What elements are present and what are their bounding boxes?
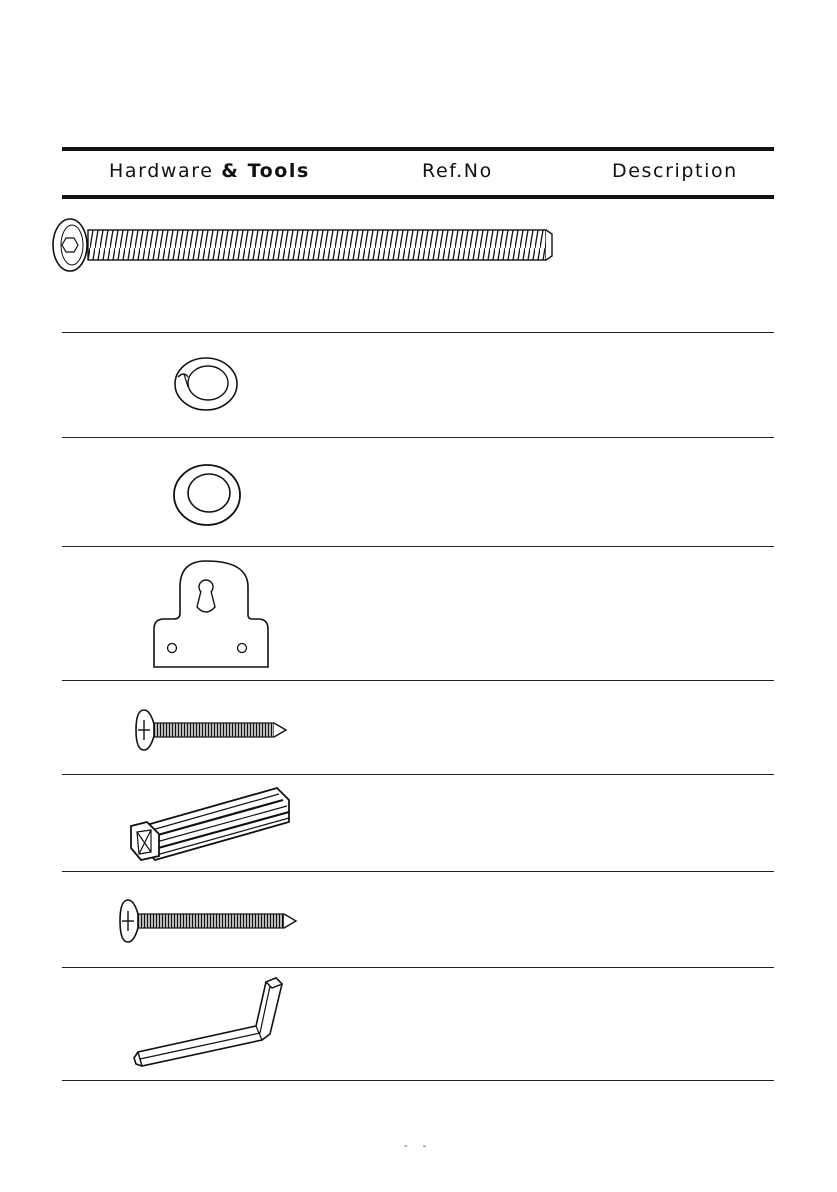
column-header-hardware	[109, 160, 310, 182]
column-header-hardware-suffix: & Tools	[221, 160, 310, 182]
row-divider	[62, 871, 774, 872]
table-bottom-rule	[62, 1080, 774, 1081]
long-hex-bolt-icon	[50, 218, 560, 274]
flat-washer-icon	[171, 462, 243, 528]
spring-washer-icon	[172, 357, 242, 413]
row-divider	[62, 774, 774, 775]
column-header-ref-no: Ref.No	[422, 160, 493, 182]
short-wood-screw-icon	[132, 708, 290, 752]
row-divider	[62, 546, 774, 547]
allen-key-icon	[130, 976, 286, 1072]
table-header-rule	[62, 195, 774, 199]
long-wood-screw-icon	[116, 898, 300, 944]
page-number: - -	[404, 1141, 433, 1152]
keyhole-bracket-icon	[150, 557, 272, 673]
row-divider	[62, 332, 774, 333]
table-top-rule	[62, 147, 774, 151]
row-divider	[62, 967, 774, 968]
row-divider	[62, 680, 774, 681]
row-divider	[62, 437, 774, 438]
column-header-description: Description	[612, 160, 738, 182]
wall-anchor-icon	[127, 782, 295, 864]
column-header-hardware-prefix: Hardware	[109, 160, 214, 182]
